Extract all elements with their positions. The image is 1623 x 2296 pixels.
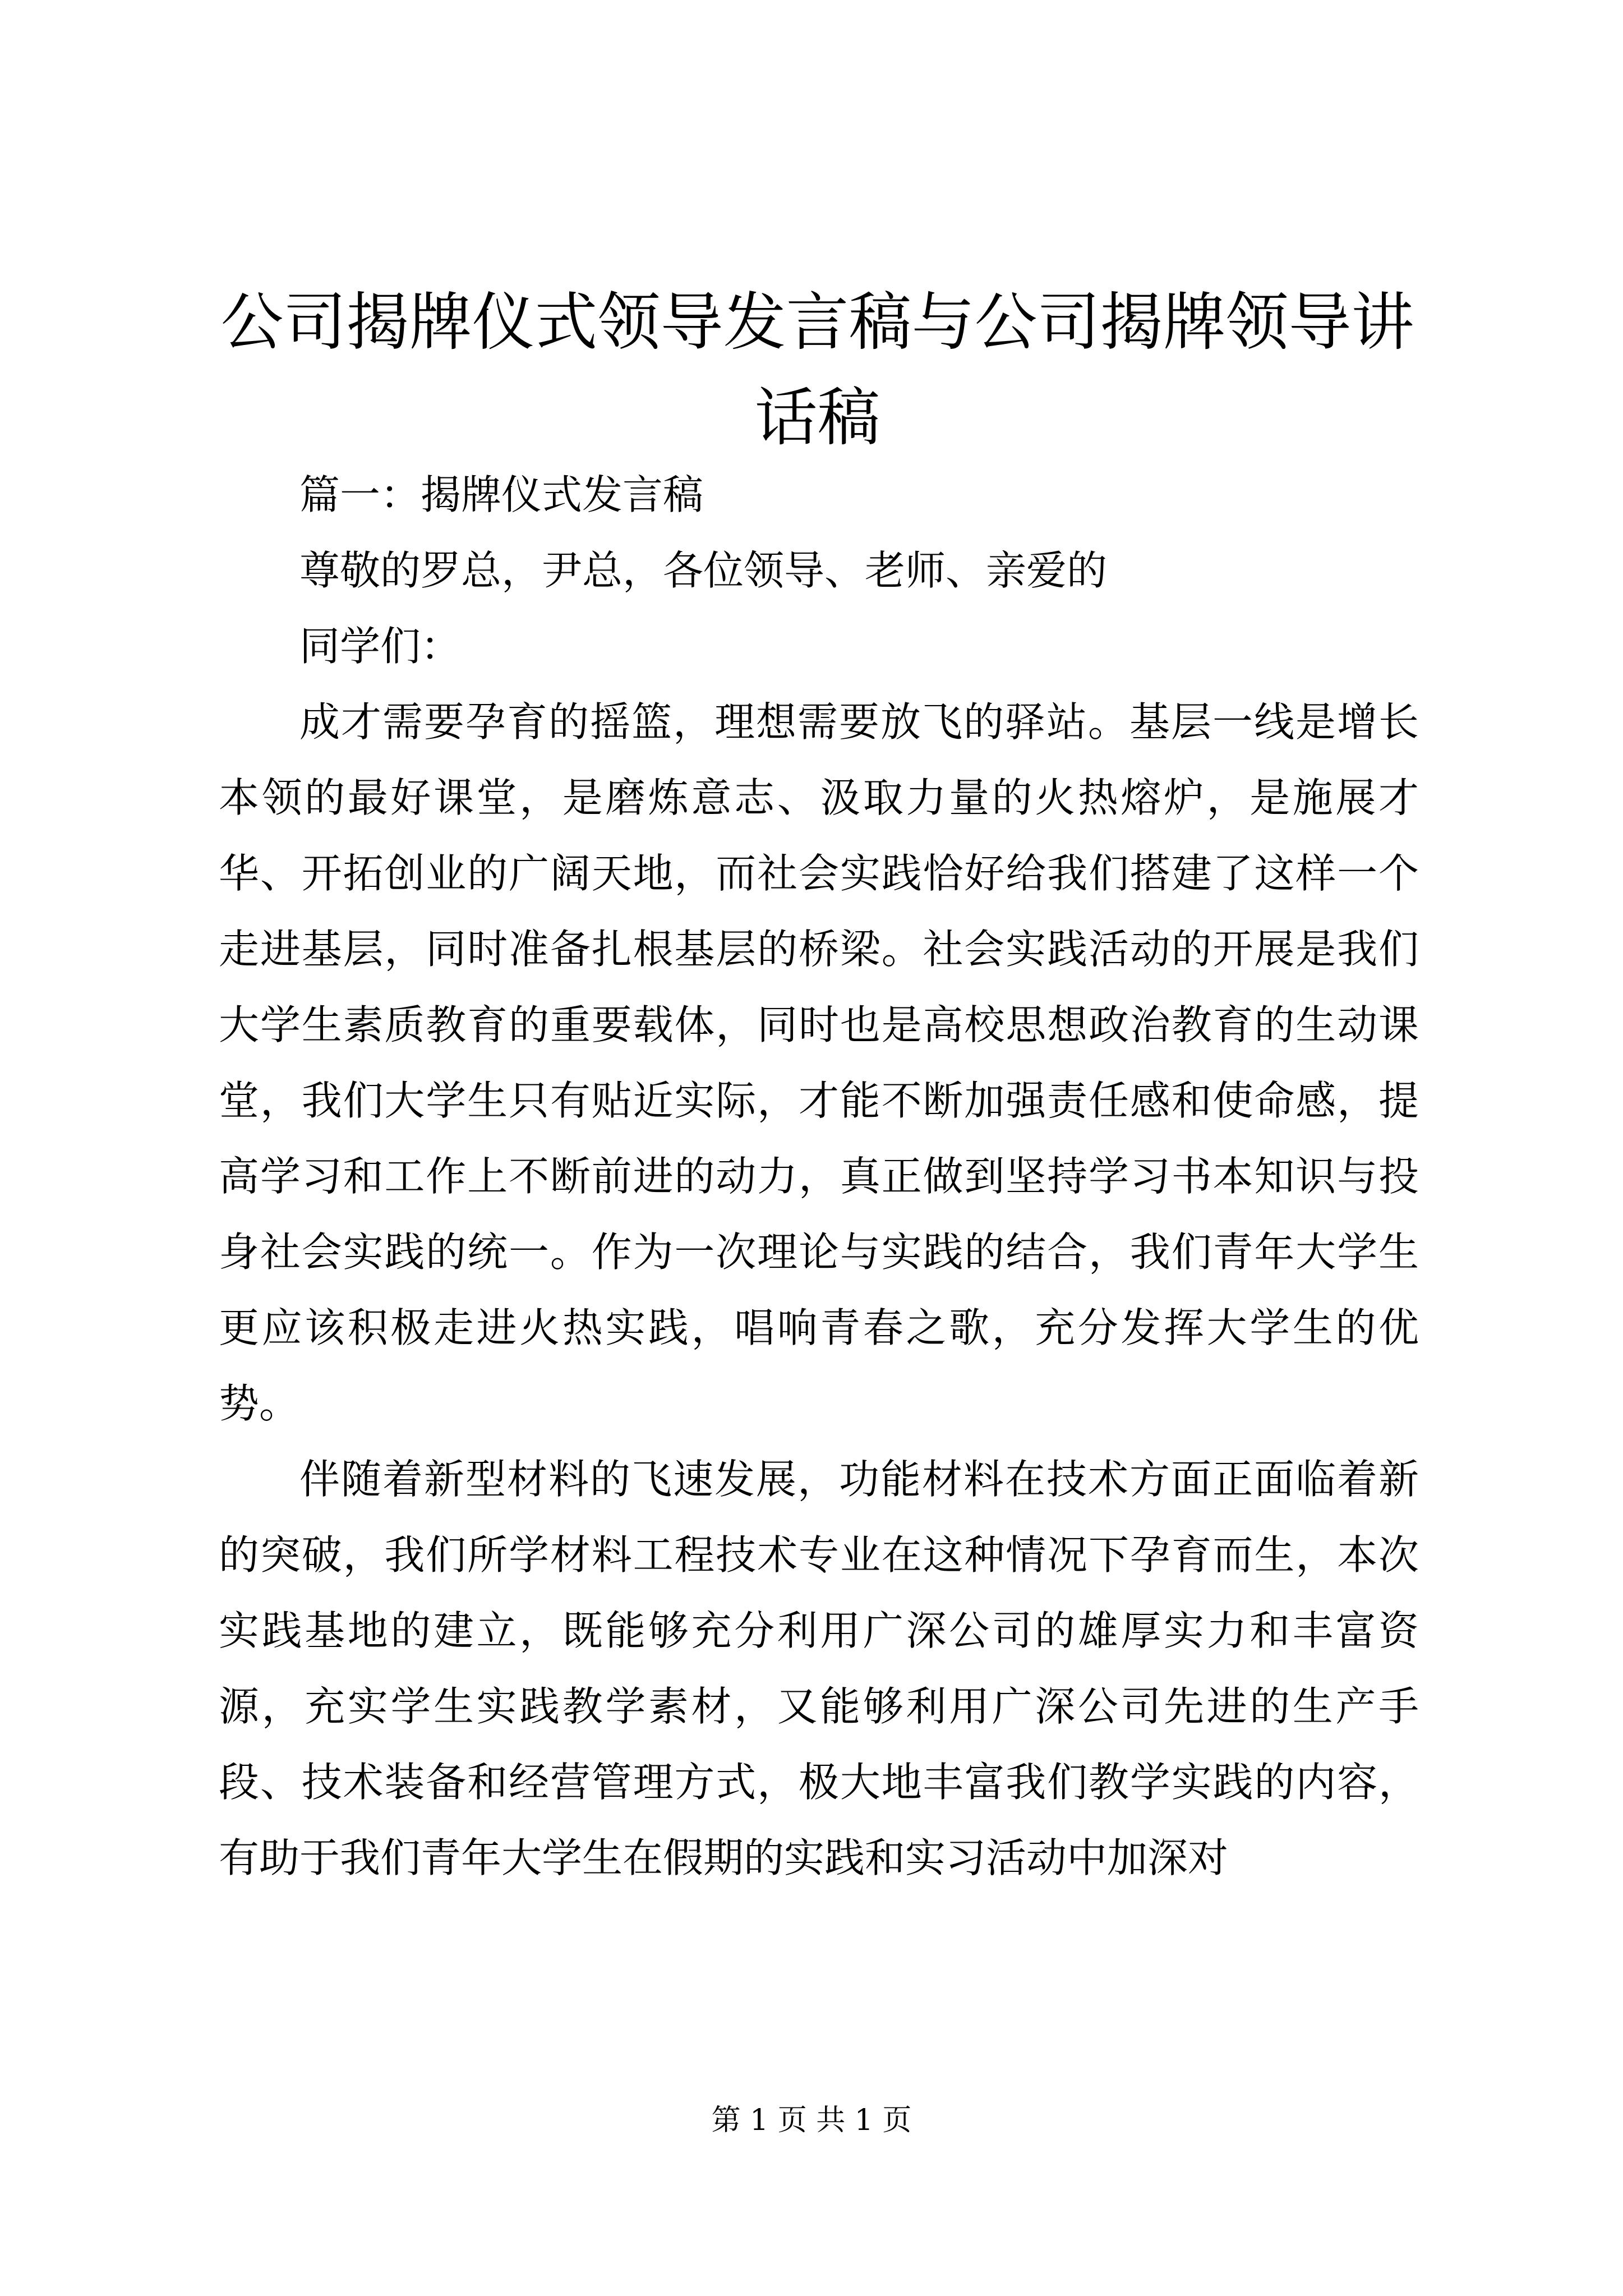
salutation-continuation: 同学们： [299, 623, 462, 670]
body-paragraph: 成才需要孕育的摇篮，理想需要放飞的驿站。基层一线是增长本领的最好课堂，是磨炼意志、汲取力量的火热熔炉，是施展才华、开拓创业的广阔天地，而社会实践恰好给我们搭建了这样一个走进基层，同时准备扎根基层的桥梁。社会实践活动的开展是我们大学生素质教育的重要载体，同时也是高校思想政治教育的生动课堂，我们大学生只有贴近实际，才能不断加强责任感和使命感，提高学习和工作上不断前进的动力，真正做到坚持学习书本知识与投身社会实践的统一。作为一次理论与实践的结合，我们青年大学生更应该积极走进火热实践，唱响青春之歌，充分发挥大学生的优势。 [219, 698, 1419, 1427]
document-title: 公司揭牌仪式领导发言稿与公司揭牌领导讲话稿 [220, 286, 1414, 454]
body-paragraph: 伴随着新型材料的飞速发展，功能材料在技术方面正面临着新的突破，我们所学材料工程技术专业在这种情况下孕育而生，本次实践基地的建立，既能够充分利用广深公司的雄厚实力和丰富资源，充实学生实践教学素材，又能够利用广深公司先进的生产手段、技术装备和经营管理方式，极大地丰富我们教学实践的内容，有助于我们青年大学生在假期的实践和实习活动中加深对 [219, 1456, 1419, 1881]
salutation-line: 尊敬的罗总，尹总，各位领导、老师、亲爱的 [299, 547, 1108, 594]
page-footer: 第 1 页 共 1 页 [711, 2104, 912, 2137]
section-heading: 篇一：揭牌仪式发言稿 [299, 471, 704, 518]
document-body [219, 457, 1419, 1896]
